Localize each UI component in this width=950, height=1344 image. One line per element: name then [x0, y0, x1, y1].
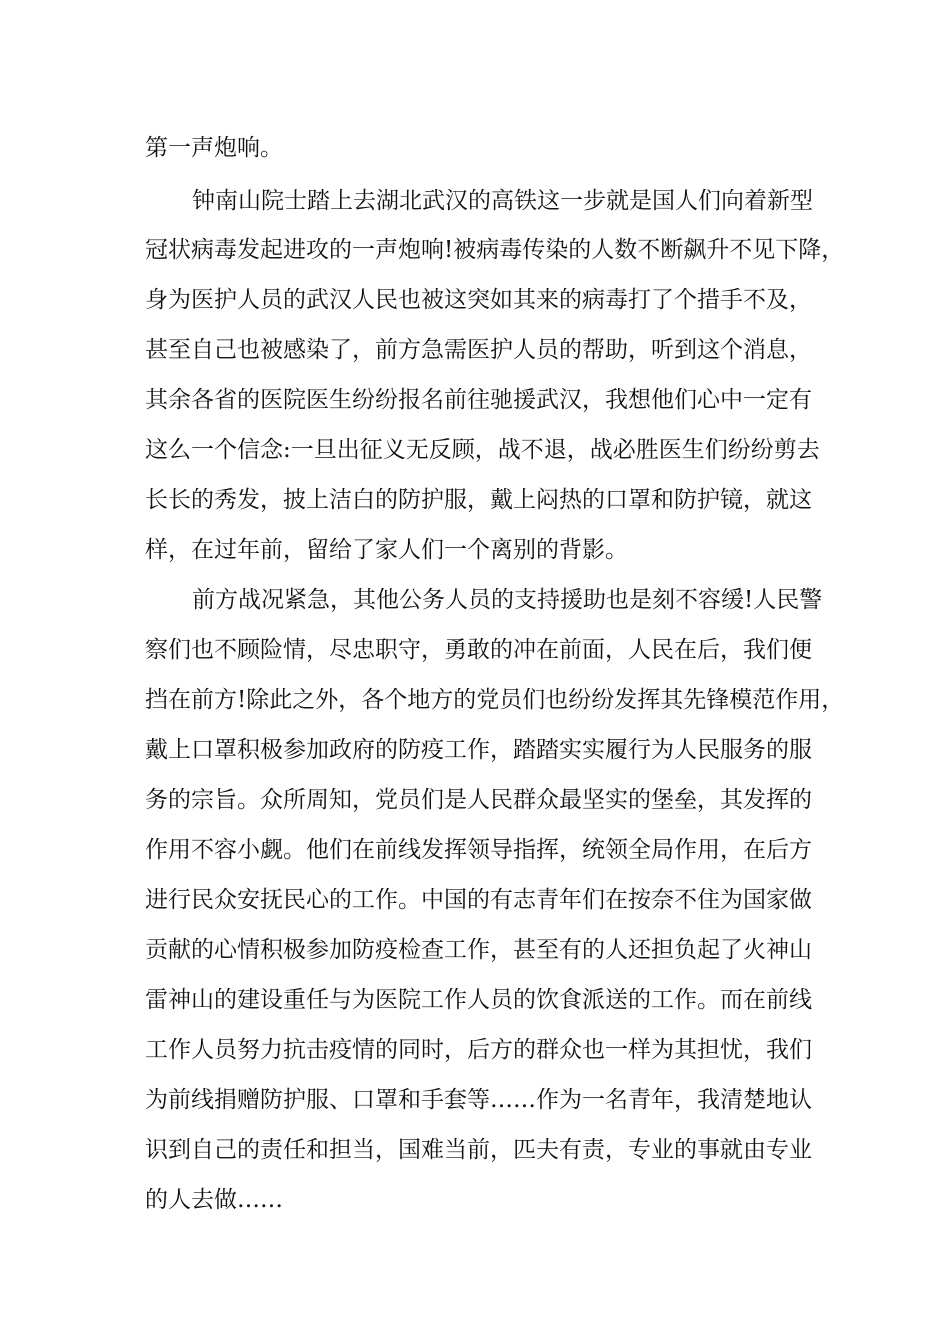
- text-line: 为前线捐赠防护服、口罩和手套等……作为一名青年，我清楚地认: [145, 1087, 812, 1113]
- paragraph-first-line: 钟南山院士踏上去湖北武汉的高铁这一步就是国人们向着新型: [192, 188, 813, 214]
- text-line: 长长的秀发，披上洁白的防护服，戴上闷热的口罩和防护镜，就这: [145, 487, 812, 513]
- text-line: 身为医护人员的武汉人民也被这突如其来的病毒打了个措手不及，: [145, 287, 812, 313]
- text-line: 戴上口罩积极参加政府的防疫工作，踏踏实实履行为人民服务的服: [145, 737, 812, 763]
- text-line: 工作人员努力抗击疫情的同时，后方的群众也一样为其担忧，我们: [145, 1037, 812, 1063]
- text-line: 雷神山的建设重任与为医院工作人员的饮食派送的工作。而在前线: [145, 987, 812, 1013]
- text-line: 作用不容小觑。他们在前线发挥领导指挥，统领全局作用，在后方: [145, 837, 812, 863]
- text-line: 这么一个信念:一旦出征义无反顾，战不退，战必胜医生们纷纷剪去: [145, 437, 820, 463]
- text-line: 甚至自己也被感染了，前方急需医护人员的帮助，听到这个消息，: [145, 337, 812, 363]
- text-line: 务的宗旨。众所周知，党员们是人民群众最坚实的堡垒，其发挥的: [145, 787, 812, 813]
- text-line: 冠状病毒发起进攻的一声炮响!被病毒传染的人数不断飙升不见下降，: [145, 237, 845, 263]
- text-line: 进行民众安抚民心的工作。中国的有志青年们在按奈不住为国家做: [145, 887, 812, 913]
- text-line: 挡在前方!除此之外，各个地方的党员们也纷纷发挥其先锋模范作用，: [145, 687, 845, 713]
- paragraph-first-line: 前方战况紧急，其他公务人员的支持援助也是刻不容缓!人民警: [192, 587, 823, 613]
- text-line: 察们也不顾险情，尽忠职守，勇敢的冲在前面，人民在后，我们便: [145, 637, 812, 663]
- text-line: 贡献的心情积极参加防疫检查工作，甚至有的人还担负起了火神山: [145, 937, 812, 963]
- text-line: 的人去做……: [145, 1187, 283, 1213]
- text-line: 识到自己的责任和担当，国难当前，匹夫有责，专业的事就由专业: [145, 1137, 812, 1163]
- text-line: 第一声炮响。: [145, 135, 283, 161]
- text-line: 其余各省的医院医生纷纷报名前往驰援武汉，我想他们心中一定有: [145, 387, 812, 413]
- text-line: 样，在过年前，留给了家人们一个离别的背影。: [145, 537, 628, 563]
